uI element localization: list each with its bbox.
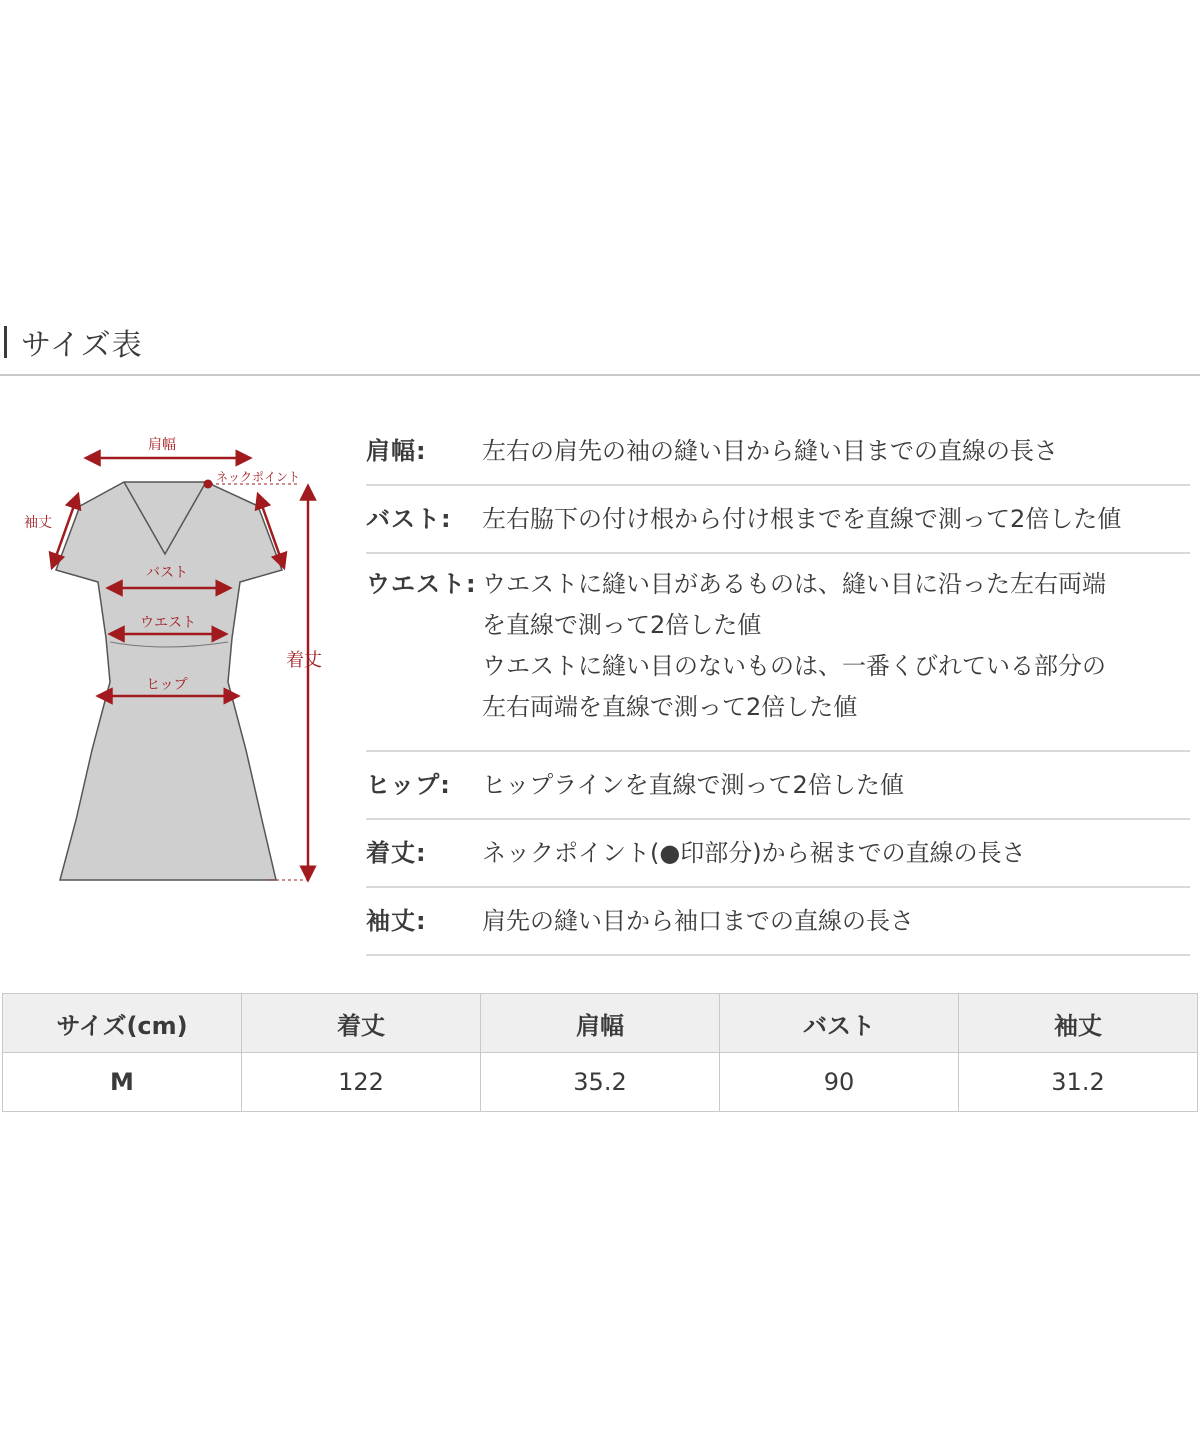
definition-text: [482, 765, 1190, 806]
length-label: 着丈: [286, 650, 322, 671]
definition-line: ウエストに縫い目のないものは、一番くびれている部分の: [482, 652, 1106, 680]
bust-label: バスト: [146, 565, 188, 581]
definition-line: 左右脇下の付け根から付け根までを直線で測って2倍した値: [482, 504, 1122, 533]
definition-row: [366, 752, 1190, 820]
definition-text: [482, 499, 1190, 540]
waist-label: ウエスト: [140, 615, 196, 631]
sleeve-column-header: 袖丈: [959, 994, 1198, 1053]
size-table-header-row: [3, 994, 1198, 1053]
definition-text: [482, 901, 1190, 942]
definition-term: 袖丈:: [366, 906, 427, 935]
definition-row: [366, 888, 1190, 956]
dress-diagram: [0, 420, 340, 900]
definition-row: [366, 554, 1190, 752]
hip-label: ヒップ: [146, 677, 188, 693]
definition-line: ネックポイント(●印部分)から裾までの直線の長さ: [482, 838, 1026, 867]
size-column-header: サイズ(cm): [3, 994, 242, 1053]
sleeve-label: 袖丈: [24, 515, 52, 531]
size-cell: M: [3, 1053, 242, 1112]
shoulder-column-header: 肩幅: [481, 994, 720, 1053]
definition-text: [482, 431, 1190, 472]
bust-cell: 90: [720, 1053, 959, 1112]
definition-row: [366, 486, 1190, 554]
size-table: [2, 993, 1198, 1112]
definition-line: を直線で測って2倍した値: [482, 611, 762, 639]
bust-column-header: バスト: [720, 994, 959, 1053]
definition-line: ウエストに縫い目があるものは、縫い目に沿った左右両端: [482, 570, 1106, 598]
definition-text: [482, 833, 1190, 874]
definition-term: バスト:: [366, 504, 452, 533]
length-cell: 122: [242, 1053, 481, 1112]
definition-term: 肩幅:: [366, 436, 427, 465]
definition-line: 左右の肩先の袖の縫い目から縫い目までの直線の長さ: [482, 436, 1058, 465]
definition-line: ヒップラインを直線で測って2倍した値: [482, 770, 904, 799]
shoulder-cell: 35.2: [481, 1053, 720, 1112]
title-divider: [0, 374, 1200, 376]
section-title: [4, 322, 143, 362]
definition-text: [482, 564, 1190, 728]
definition-line: 左右両端を直線で測って2倍した値: [482, 693, 858, 721]
neck-point-label: ネックポイント: [216, 470, 301, 484]
definition-row: [366, 418, 1190, 486]
shoulder-label: 肩幅: [148, 437, 176, 453]
sleeve-cell: 31.2: [959, 1053, 1198, 1112]
definition-term: ウエスト:: [366, 570, 477, 598]
measurement-definitions: [366, 418, 1190, 956]
length-column-header: 着丈: [242, 994, 481, 1053]
title-bar: [4, 326, 7, 358]
definition-line: 肩先の縫い目から袖口までの直線の長さ: [482, 906, 914, 935]
table-row: [3, 1053, 1198, 1112]
definition-term: 着丈:: [366, 838, 427, 867]
definition-term: ヒップ:: [366, 770, 451, 799]
definition-row: [366, 820, 1190, 888]
page-title: サイズ表: [21, 328, 143, 363]
